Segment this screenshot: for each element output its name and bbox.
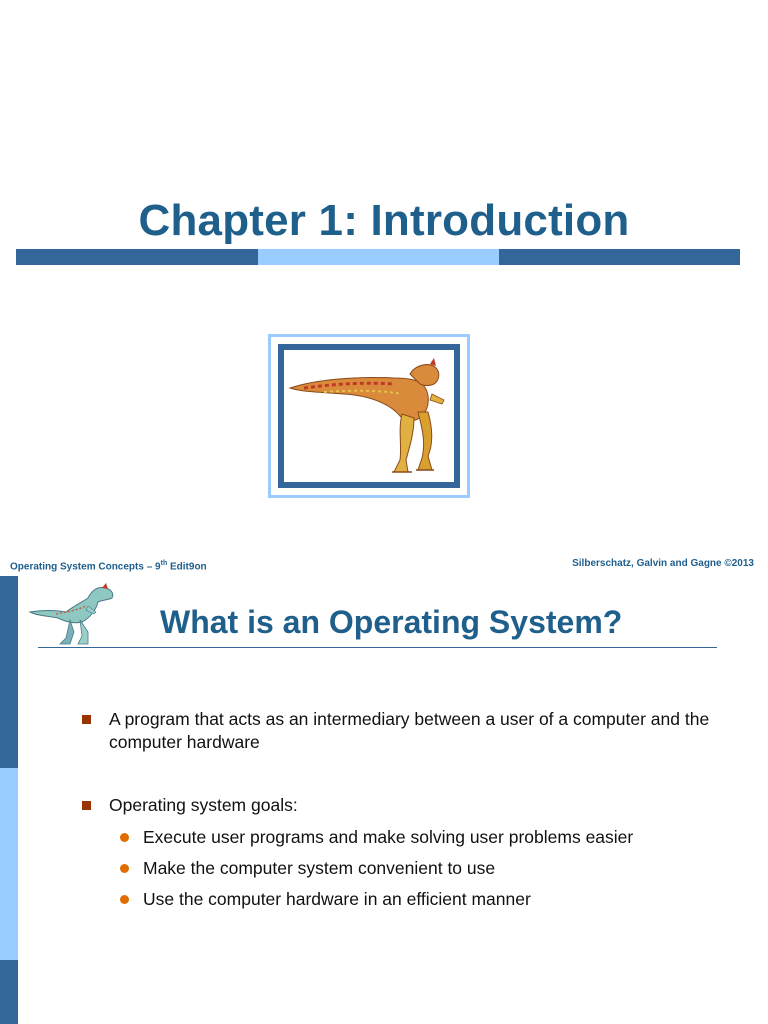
round-bullet-icon (120, 895, 129, 904)
side-band-top (0, 576, 18, 768)
title-band-right (499, 249, 740, 265)
square-bullet-icon (82, 715, 91, 724)
bullet-item: A program that acts as an intermediary between a user of a computer and the computer hardware (109, 709, 710, 752)
dinosaur-logo-icon (26, 582, 118, 648)
content-slide (0, 576, 768, 1024)
side-band-middle (0, 768, 18, 960)
square-bullet-icon (82, 801, 91, 810)
title-band-left (16, 249, 258, 265)
footer-book-title: Operating System Concepts – 9th Edit9on (10, 560, 207, 573)
round-bullet-icon (120, 864, 129, 873)
chapter-title: Chapter 1: Introduction (138, 196, 630, 245)
sub-bullet-item: Execute user programs and make solving user problems easier (143, 827, 634, 847)
sub-bullet-item: Use the computer hardware in an efficient manner (143, 889, 531, 909)
footer-authors: Silberschatz, Galvin and Gagne ©2013 (572, 558, 754, 569)
title-rule (38, 647, 717, 648)
sub-bullet-item: Make the computer system convenient to use (143, 858, 496, 878)
dinosaur-frame (268, 334, 470, 498)
title-band-center (258, 249, 499, 265)
bullet-item: Operating system goals: (109, 795, 298, 815)
round-bullet-icon (120, 833, 129, 842)
side-band-bottom (0, 960, 18, 1024)
slide-title: What is an Operating System? (160, 604, 623, 640)
dinosaur-illustration-icon (284, 350, 460, 488)
